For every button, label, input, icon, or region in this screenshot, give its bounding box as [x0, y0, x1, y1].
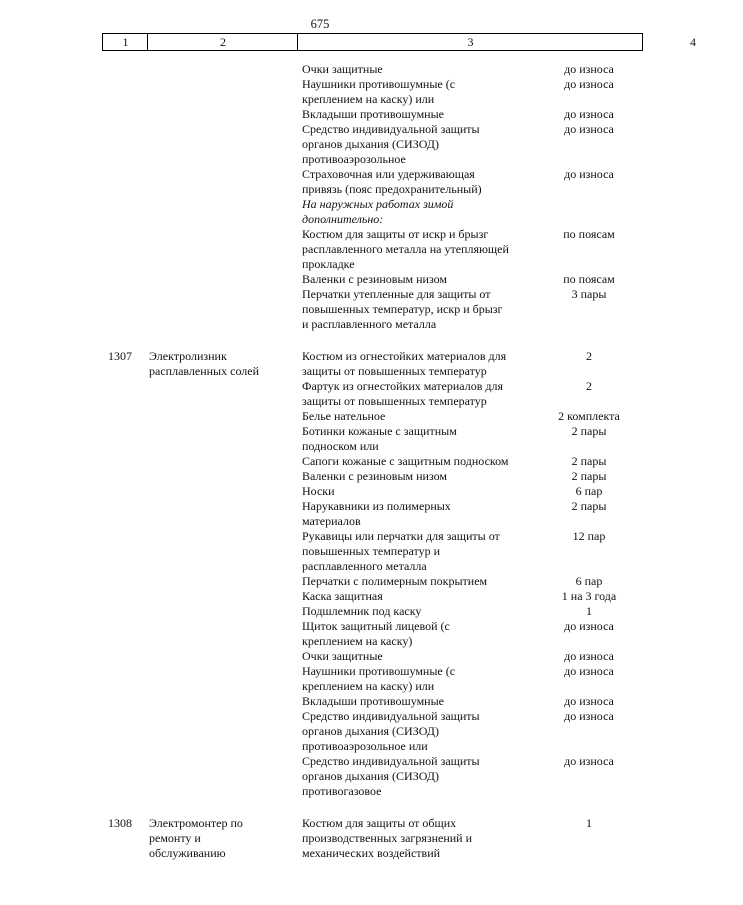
item-quantity: до износа [564, 77, 614, 91]
description-line: Фартук из огнестойких материалов для [302, 379, 503, 393]
item-description [302, 529, 547, 574]
table-header [102, 33, 696, 51]
item-description [302, 589, 547, 604]
description-line: материалов [302, 514, 361, 528]
group-spacer [0, 332, 640, 349]
header-col-4: 4 [642, 34, 743, 50]
item-quantity: до износа [564, 649, 614, 663]
item-description [302, 197, 547, 227]
table-row [0, 107, 640, 122]
item-quantity: 2 пары [571, 499, 607, 513]
item-quantity: 2 [586, 379, 592, 393]
item-description [302, 709, 547, 754]
table-row [0, 379, 640, 409]
table-row [0, 409, 640, 424]
description-line: креплением на каску) или [302, 679, 435, 693]
profession-name [149, 816, 289, 861]
description-line: механических воздействий [302, 846, 441, 860]
item-quantity: по поясам [563, 227, 615, 241]
description-line: Страховочная или удерживающая [302, 167, 475, 181]
description-line: Рукавицы или перчатки для защиты от [302, 529, 500, 543]
description-line: повышенных температур, искр и брызг [302, 302, 503, 316]
table-row [0, 484, 640, 499]
description-line: Средство индивидуальной защиты [302, 754, 480, 768]
description-line: Наушники противошумные (с [302, 77, 456, 91]
description-line: расплавленного металла на утепляющей [302, 242, 509, 256]
description-line: дополнительно: [302, 212, 384, 226]
item-quantity: до износа [564, 754, 614, 768]
item-quantity: 1 [586, 604, 592, 618]
table-body [0, 62, 640, 861]
table-group [0, 816, 640, 861]
description-line: и расплавленного металла [302, 317, 437, 331]
description-line: противоаэрозольное [302, 152, 406, 166]
description-line: производственных загрязнений и [302, 831, 473, 845]
item-quantity: 1 на 3 года [561, 589, 617, 603]
description-line: Перчатки с полимерным покрытием [302, 574, 488, 588]
table-row [0, 122, 640, 167]
table-row [0, 649, 640, 664]
description-line: органов дыхания (СИЗОД) [302, 769, 439, 783]
table-row [0, 424, 640, 454]
profession-name [149, 349, 289, 379]
item-description [302, 664, 547, 694]
description-line: Костюм из огнестойких материалов для [302, 349, 507, 363]
description-line: Валенки с резиновым низом [302, 469, 448, 483]
table-row [0, 77, 640, 107]
table-row [0, 272, 640, 287]
item-description [302, 816, 547, 861]
item-description [302, 574, 547, 589]
table-row [0, 499, 640, 529]
table-row [0, 604, 640, 619]
description-line: Валенки с резиновым низом [302, 272, 448, 286]
description-line: Наушники противошумные (с [302, 664, 456, 678]
item-description [302, 424, 547, 454]
item-description [302, 694, 547, 709]
description-line: На наружных работах зимой [302, 197, 454, 211]
description-line: подноском или [302, 439, 379, 453]
item-description [302, 62, 547, 77]
item-description [302, 287, 547, 332]
description-line: Нарукавники из полимерных [302, 499, 451, 513]
profession-line: обслуживанию [149, 846, 226, 860]
description-line: Вкладыши противошумные [302, 107, 444, 121]
description-line: креплением на каску) или [302, 92, 435, 106]
description-line: противогазовое [302, 784, 382, 798]
description-line: органов дыхания (СИЗОД) [302, 137, 439, 151]
description-line: повышенных температур и [302, 544, 441, 558]
item-quantity: до износа [564, 664, 614, 678]
description-line: Очки защитные [302, 62, 383, 76]
description-line: Сапоги кожаные с защитным подноском [302, 454, 509, 468]
item-quantity: 2 пары [571, 454, 607, 468]
description-line: защиты от повышенных температур [302, 364, 487, 378]
description-line: Перчатки утепленные для защиты от [302, 287, 491, 301]
table-group [0, 349, 640, 799]
table-row [0, 619, 640, 649]
header-col-1: 1 [102, 34, 148, 50]
item-quantity: 6 пар [575, 484, 603, 498]
table-row [0, 574, 640, 589]
item-description [302, 167, 547, 197]
table-row [0, 287, 640, 332]
table-row [0, 754, 640, 799]
description-line: Щиток защитный лицевой (с [302, 619, 450, 633]
table-row [0, 167, 640, 197]
item-quantity: по поясам [563, 272, 615, 286]
description-line: Вкладыши противошумные [302, 694, 444, 708]
description-line: Костюм для защиты от искр и брызг [302, 227, 489, 241]
item-description [302, 272, 547, 287]
row-code: 1308 [108, 816, 132, 830]
page-number: 675 [310, 17, 330, 31]
description-line: Средство индивидуальной защиты [302, 709, 480, 723]
description-line: расплавленного металла [302, 559, 427, 573]
table-group [0, 62, 640, 332]
item-description [302, 349, 547, 379]
item-description [302, 754, 547, 799]
description-line: Очки защитные [302, 649, 383, 663]
table-row [0, 816, 640, 861]
table-row [0, 709, 640, 754]
description-line: защиты от повышенных температур [302, 394, 487, 408]
profession-line: расплавленных солей [149, 364, 260, 378]
description-line: Ботинки кожаные с защитным [302, 424, 457, 438]
item-quantity: до износа [564, 709, 614, 723]
item-quantity: 2 [586, 349, 592, 363]
table-row [0, 349, 640, 379]
item-quantity: до износа [564, 107, 614, 121]
header-col-3: 3 [297, 34, 643, 50]
table-row [0, 62, 640, 77]
row-code: 1307 [108, 349, 132, 363]
description-line: противоаэрозольное или [302, 739, 428, 753]
description-line: Каска защитная [302, 589, 383, 603]
header-col-2: 2 [147, 34, 298, 50]
table-row [0, 454, 640, 469]
table-row [0, 529, 640, 574]
item-description [302, 469, 547, 484]
item-quantity: 3 пары [571, 287, 607, 301]
item-quantity: до износа [564, 62, 614, 76]
description-line: органов дыхания (СИЗОД) [302, 724, 439, 738]
item-description [302, 619, 547, 649]
group-spacer [0, 799, 640, 816]
table-row [0, 664, 640, 694]
item-quantity: 2 пары [571, 469, 607, 483]
item-description [302, 499, 547, 529]
table-row [0, 694, 640, 709]
description-line: креплением на каску) [302, 634, 413, 648]
description-line: Белье нательное [302, 409, 386, 423]
item-description [302, 649, 547, 664]
description-line: привязь (пояс предохранительный) [302, 182, 482, 196]
description-line: Костюм для защиты от общих [302, 816, 457, 830]
table-row [0, 197, 640, 227]
item-quantity: 2 комплекта [558, 409, 620, 423]
description-line: Средство индивидуальной защиты [302, 122, 480, 136]
item-quantity: до износа [564, 122, 614, 136]
item-description [302, 227, 547, 272]
description-line: Подшлемник под каску [302, 604, 422, 618]
profession-line: Электролизник [149, 349, 227, 363]
profession-line: ремонту и [149, 831, 201, 845]
description-line: Носки [302, 484, 335, 498]
table-row [0, 469, 640, 484]
item-quantity: 2 пары [571, 424, 607, 438]
item-description [302, 604, 547, 619]
item-quantity: до износа [564, 167, 614, 181]
item-quantity: 1 [586, 816, 592, 830]
item-description [302, 77, 547, 107]
table-row [0, 589, 640, 604]
item-quantity: до износа [564, 694, 614, 708]
item-quantity: до износа [564, 619, 614, 633]
table-row [0, 227, 640, 272]
profession-line: Электромонтер по [149, 816, 243, 830]
item-description [302, 454, 547, 469]
item-description [302, 107, 547, 122]
item-quantity: 6 пар [575, 574, 603, 588]
item-description [302, 379, 547, 409]
item-description [302, 409, 547, 424]
description-line: прокладке [302, 257, 355, 271]
item-quantity: 12 пар [572, 529, 606, 543]
item-description [302, 122, 547, 167]
item-description [302, 484, 547, 499]
